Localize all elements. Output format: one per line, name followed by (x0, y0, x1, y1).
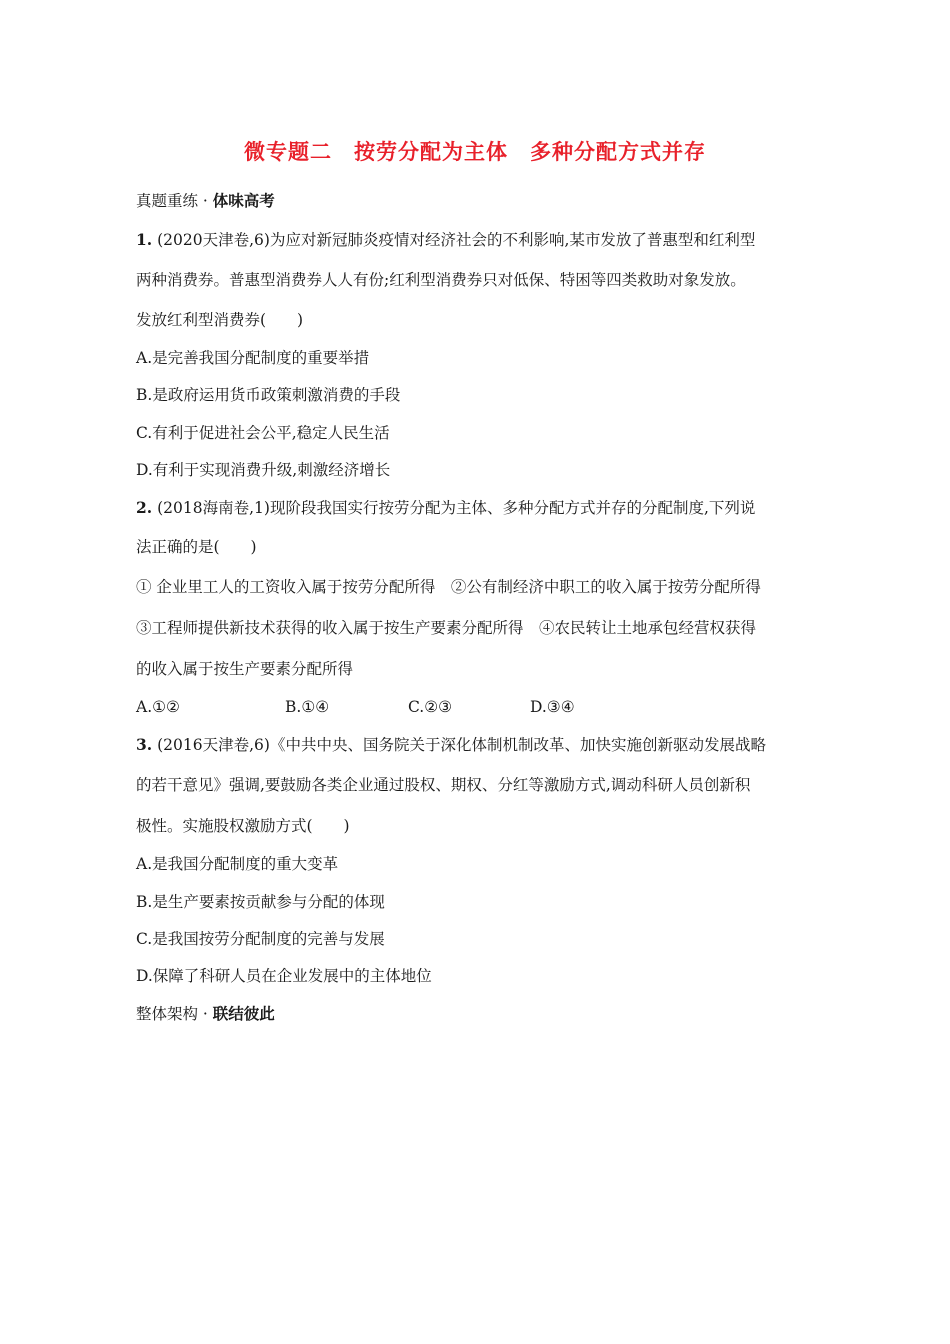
q1-stem-3: 发放红利型消费券( ) (136, 311, 304, 329)
page-title: 微专题二 按劳分配为主体 多种分配方式并存 (244, 140, 706, 164)
q1-line1 (136, 230, 755, 250)
section-bold: 联结彼此 (212, 1004, 275, 1023)
q2-stem-2: 法正确的是( ) (136, 538, 257, 556)
q3-stem-1: (2016天津卷,6)《中共中央、国务院关于深化体制机制改革、加快实施创新驱动发展战略 (152, 736, 766, 754)
q3-stem-3: 极性。实施股权激励方式( ) (136, 817, 350, 835)
q3-option-d: D.保障了科研人员在企业发展中的主体地位 (136, 967, 432, 985)
q2-number: 2. (136, 498, 153, 517)
q3-line1 (136, 735, 766, 755)
section-header-practice (136, 191, 275, 211)
q1-option-b: B.是政府运用货币政策刺激消费的手段 (136, 386, 401, 404)
section-prefix: 真题重练 · (136, 192, 213, 210)
section-bold: 体味高考 (212, 191, 275, 210)
q2-stem-5: 的收入属于按生产要素分配所得 (136, 660, 354, 678)
q3-number: 3. (136, 735, 153, 754)
q2-stem-4: ③工程师提供新技术获得的收入属于按生产要素分配所得 ④农民转让土地承包经营权获得 (136, 619, 757, 637)
q2-stem-3: ① 企业里工人的工资收入属于按劳分配所得 ②公有制经济中职工的收入属于按劳分配所得 (136, 578, 761, 596)
q2-stem-1: (2018海南卷,1)现阶段我国实行按劳分配为主体、多种分配方式并存的分配制度,下列说 (152, 499, 756, 517)
section-header-structure (136, 1004, 275, 1024)
q1-stem-1: (2020天津卷,6)为应对新冠肺炎疫情对经济社会的不利影响,某市发放了普惠型和红利型 (152, 231, 756, 249)
q3-stem-2: 的若干意见》强调,要鼓励各类企业通过股权、期权、分红等激励方式,调动科研人员创新积 (136, 776, 751, 794)
section-prefix: 整体架构 · (136, 1005, 213, 1023)
q2-option-b: B.①④ (285, 698, 330, 716)
q1-stem-2: 两种消费券。普惠型消费券人人有份;红利型消费券只对低保、特困等四类救助对象发放。 (136, 271, 746, 289)
q2-option-c: C.②③ (408, 698, 453, 716)
q2-option-d: D.③④ (530, 698, 575, 716)
q3-option-c: C.是我国按劳分配制度的完善与发展 (136, 930, 385, 948)
q1-option-a: A.是完善我国分配制度的重要举措 (136, 349, 370, 367)
q3-option-b: B.是生产要素按贡献参与分配的体现 (136, 893, 385, 911)
q3-option-a: A.是我国分配制度的重大变革 (136, 855, 339, 873)
q1-option-c: C.有利于促进社会公平,稳定人民生活 (136, 424, 390, 442)
q1-number: 1. (136, 230, 153, 249)
q1-option-d: D.有利于实现消费升级,刺激经济增长 (136, 461, 391, 479)
q2-option-a: A.①② (136, 698, 180, 716)
q2-line1 (136, 498, 755, 518)
